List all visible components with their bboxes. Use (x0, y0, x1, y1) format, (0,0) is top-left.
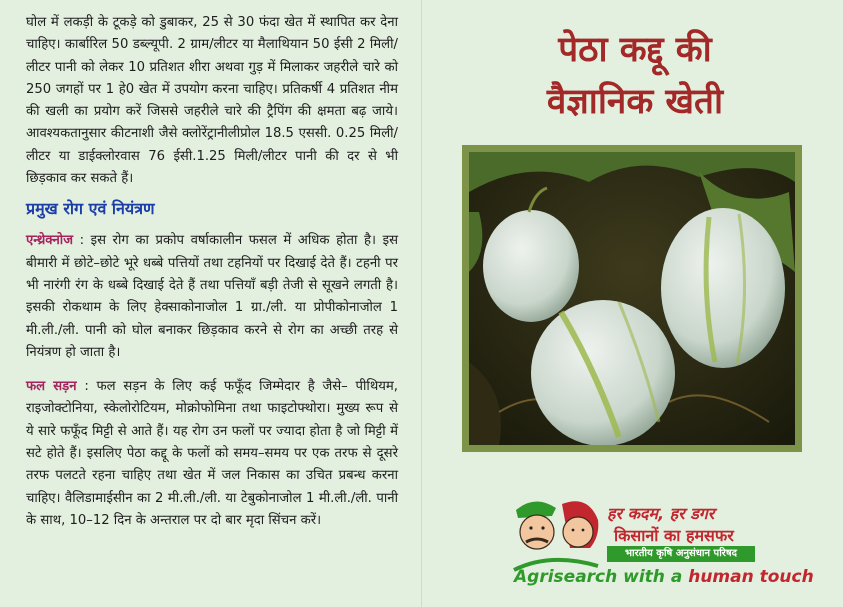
ash-gourd-illustration (469, 152, 795, 445)
logo-slogan (514, 567, 814, 587)
anthracnose-paragraph (26, 230, 398, 364)
organization-name-bar: भारतीय कृषि अनुसंधान परिषद (607, 546, 755, 562)
page-fold-divider (421, 0, 422, 607)
slogan-search: search with a (553, 567, 689, 587)
anthracnose-term: एन्थ्रेक्नोज (26, 233, 73, 249)
fruit-rot-paragraph (26, 376, 398, 532)
page-title (470, 24, 800, 128)
ash-gourd-photo (462, 145, 802, 452)
logo-tagline-1: हर कदम, हर डगर (607, 504, 715, 523)
intro-paragraph: घोल में लकड़ी के टूकड़े को डुबाकर, 25 से 30 फंदा खेत में स्थापित कर देना चाहिए। कार्बारिल 50 डब्ल्यूपी. 2 ग्राम/लीटर या मैलाथियान 50 ईसी 2 मिली/लीटर पानी को लेकर 10 प्रतिशत शीरा अथवा गुड़ में मिलाकर जहरीले चारे को 250 जगहों पर 1 हे0 खेत में उपयोग करना चाहिए। प्रतिकर्षी 4 प्रतिशत नीम की खली का प्रयोग करें जिससे जहरीले चारे की ट्रैपिंग की क्षमता बढ़ जाये। आवश्यकतानुसार कीटनाशी जैसे क्लोरेंट्रानीलीप्रोल 18.5 एससी. 0.25 मिली/लीटर या डाईक्लोरवास 76 ईसी.1.25 मिली/लीटर पानी की दर से भी छिड़काव कर सकते हैं। (26, 15, 398, 187)
anthracnose-text: : इस रोग का प्रकोप वर्षाकालीन फसल में अधिक होता है। इस बीमारी में छोटे–छोटे भूरे धब्बे पत्तियों तथा टहनियों पर दिखाई देते हैं। टहनी पर भी नारंगी रंग के धब्बे दिखाई देते हैं तथा पत्तियाँ बड़ी तेजी से सूखने लगती है। इसकी रोकथाम के लिए हेक्साकोनाजोल 1 ग्रा./ली. या प्रोपीकोनाजोल 1 मी.ली./ली. पानी को घोल बनाकर छिड़काव करने से रोग का अच्छी तरह से नियंत्रण हो जाता है। (26, 233, 398, 360)
left-text-column (26, 12, 398, 532)
section-heading: प्रमुख रोग एवं नियंत्रण (26, 199, 155, 219)
logo-tagline-2: किसानों का हमसफर (614, 526, 734, 545)
slogan-agri: Agri (514, 567, 554, 587)
farmers-faces-icon (510, 496, 602, 576)
icar-logo (510, 492, 830, 602)
fruit-rot-text: : फल सड़न के लिए कई फफूँद जिम्मेदार है जैसे– पीथियम, राइजोक्टोनिया, स्केलोरोटियम, मोक्रोफोमिना तथा फाइटोफ्थोरा। मुख्य रूप से ये सारे फफूँद मिट्टी से आते हैं। यह रोग उन फलों पर ज्यादा होता है जो मिट्टी में सटे होते हैं। इसलिए पेठा कद्दू के फलों को समय–समय पर एक तरफ से दूसरे तरफ पलटते रहना चाहिए तथा खेत में जल निकास का उचित प्रबन्ध करना चाहिए। वैलिडामाईसीन का 2 मी.ली./ली. या टेबुकोनाजोल 1 मी.ली./ली. पानी के साथ, 10–12 दिन के अन्तराल पर दो बार मृदा सिंचन करें। (26, 379, 399, 528)
slogan-human-touch: human touch (688, 567, 814, 587)
title-line-2: वैज्ञानिक खेती (546, 81, 724, 122)
title-line-1: पेठा कद्दू की (558, 29, 712, 70)
fruit-rot-term: फल सड़न (26, 379, 77, 395)
